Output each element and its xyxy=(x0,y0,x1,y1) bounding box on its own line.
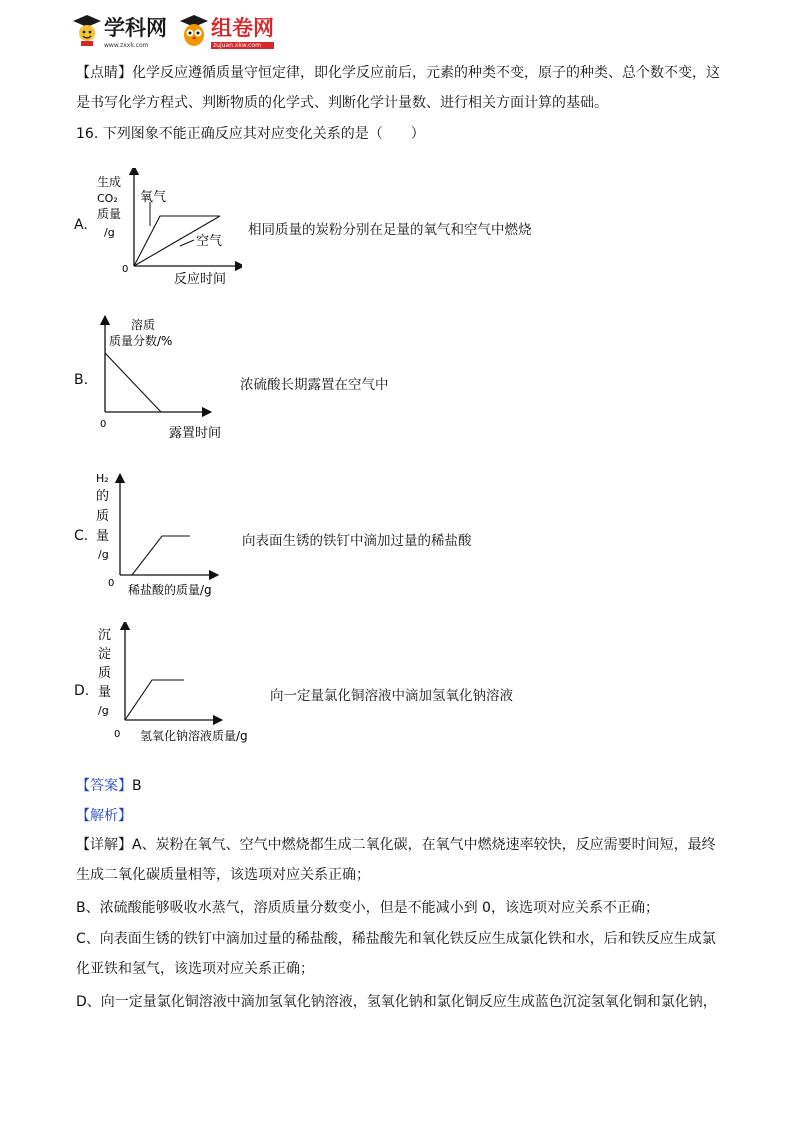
ylabel-4: /g xyxy=(104,226,115,239)
detail-b-line1: B、浓硫酸能够吸收水蒸气，溶质质量分数变小，但是不能减小到 0，该选项对应关系不正确； xyxy=(76,900,659,916)
origin-label: 0 xyxy=(108,578,115,589)
option-c-desc: 向表面生锈的铁钉中滴加过量的稀盐酸 xyxy=(242,533,472,549)
series-label-air: 空气 xyxy=(196,234,223,249)
option-d-desc: 向一定量氯化铜溶液中滴加氢氧化钠溶液 xyxy=(270,688,513,704)
graduation-cap-icon xyxy=(72,13,102,47)
detail-c-line1: C、向表面生锈的铁钉中滴加过量的稀盐酸，稀盐酸先和氧化铁反应生成氯化铁和水，后和铁反应生成氯 xyxy=(76,931,716,947)
chart-a xyxy=(92,168,242,290)
ylabel-2: 淀 xyxy=(98,647,112,662)
option-b-desc: 浓硫酸长期露置在空气中 xyxy=(240,377,389,393)
ylabel-1: 溶质 xyxy=(131,318,156,332)
analysis-line xyxy=(76,806,132,826)
question-text: 下列图象不能正确反应其对应变化关系的是（ ） xyxy=(102,126,425,142)
xlabel: 稀盐酸的质量/g xyxy=(128,583,212,597)
question-16 xyxy=(76,124,425,144)
ylabel-2: 的 xyxy=(96,489,110,504)
ylabel-3: 质量 xyxy=(97,207,122,221)
option-b-letter[interactable]: B. xyxy=(74,372,89,388)
ylabel-5: /g xyxy=(98,704,109,717)
option-c-letter[interactable]: C. xyxy=(74,528,89,544)
comment-text: 化学反应遵循质量守恒定律，即化学反应前后，元素的种类不变，原子的种类、总个数不变，这 xyxy=(132,65,720,81)
chart-c xyxy=(92,470,237,600)
series-line xyxy=(105,353,161,412)
option-d-letter[interactable]: D. xyxy=(74,683,90,699)
owl-icon xyxy=(179,13,209,47)
ylabel-1: H₂ xyxy=(96,472,109,485)
ylabel-1: 生成 xyxy=(97,175,122,189)
xlabel: 氢氧化钠溶液质量/g xyxy=(140,729,248,743)
logo-url: www.zxxk.com xyxy=(104,41,149,49)
option-a-desc: 相同质量的炭粉分别在足量的氧气和空气中燃烧 xyxy=(248,222,532,238)
chart-b xyxy=(95,315,235,443)
question-number: 16. xyxy=(76,126,99,142)
ylabel-5: /g xyxy=(98,548,109,561)
logo2-url: zujuan.xkw.com xyxy=(211,42,274,49)
ylabel-3: 质 xyxy=(98,666,112,681)
answer-line xyxy=(76,776,142,796)
answer-tag: 【答案】 xyxy=(76,778,132,794)
ylabel-4: 量 xyxy=(98,685,112,700)
origin-label: 0 xyxy=(114,729,121,740)
ylabel-2: 质量分数/% xyxy=(109,334,173,348)
detail-tag: 【详解】 xyxy=(76,837,132,853)
ylabel-3: 质 xyxy=(96,509,110,524)
prev-comment-line1 xyxy=(76,63,720,83)
ylabel-4: 量 xyxy=(96,529,110,544)
origin-label: 0 xyxy=(100,419,107,430)
detail-a-line1 xyxy=(76,835,716,855)
comment-tag: 【点睛】 xyxy=(76,65,132,81)
logo2-title: 组卷网 xyxy=(211,15,274,40)
detail-c-line2: 化亚铁和氢气，该选项对应关系正确； xyxy=(76,961,314,977)
detail-a-line2: 生成二氧化碳质量相等，该选项对应关系正确； xyxy=(76,867,370,883)
series-label-oxygen: 氧气 xyxy=(140,190,167,205)
origin-label: 0 xyxy=(122,264,129,275)
option-a-letter[interactable]: A. xyxy=(74,217,88,233)
chart-d xyxy=(92,622,272,750)
answer-value: B xyxy=(132,778,142,794)
detail-a-text: A、炭粉在氧气、空气中燃烧都生成二氧化碳，在氧气中燃烧速率较快，反应需要时间短，最终 xyxy=(132,837,716,853)
analysis-tag: 【解析】 xyxy=(76,808,132,824)
series-line xyxy=(125,680,184,720)
detail-d-line1: D、向一定量氯化铜溶液中滴加氢氧化钠溶液，氢氧化钠和氯化铜反应生成蓝色沉淀氢氧化铜和氯化钠， xyxy=(76,994,717,1010)
xlabel: 露置时间 xyxy=(169,426,222,441)
ylabel-1: 沉 xyxy=(98,628,112,643)
xlabel: 反应时间 xyxy=(174,272,227,287)
site-logo[interactable] xyxy=(72,12,274,48)
prev-comment-line2: 是书写化学方程式、判断物质的化学式、判断化学计量数、进行相关方面计算的基础。 xyxy=(76,95,608,111)
ylabel-2: CO₂ xyxy=(97,192,118,205)
logo-title: 学科网 xyxy=(104,15,167,40)
series-line xyxy=(120,536,190,575)
air-pointer xyxy=(180,240,194,246)
